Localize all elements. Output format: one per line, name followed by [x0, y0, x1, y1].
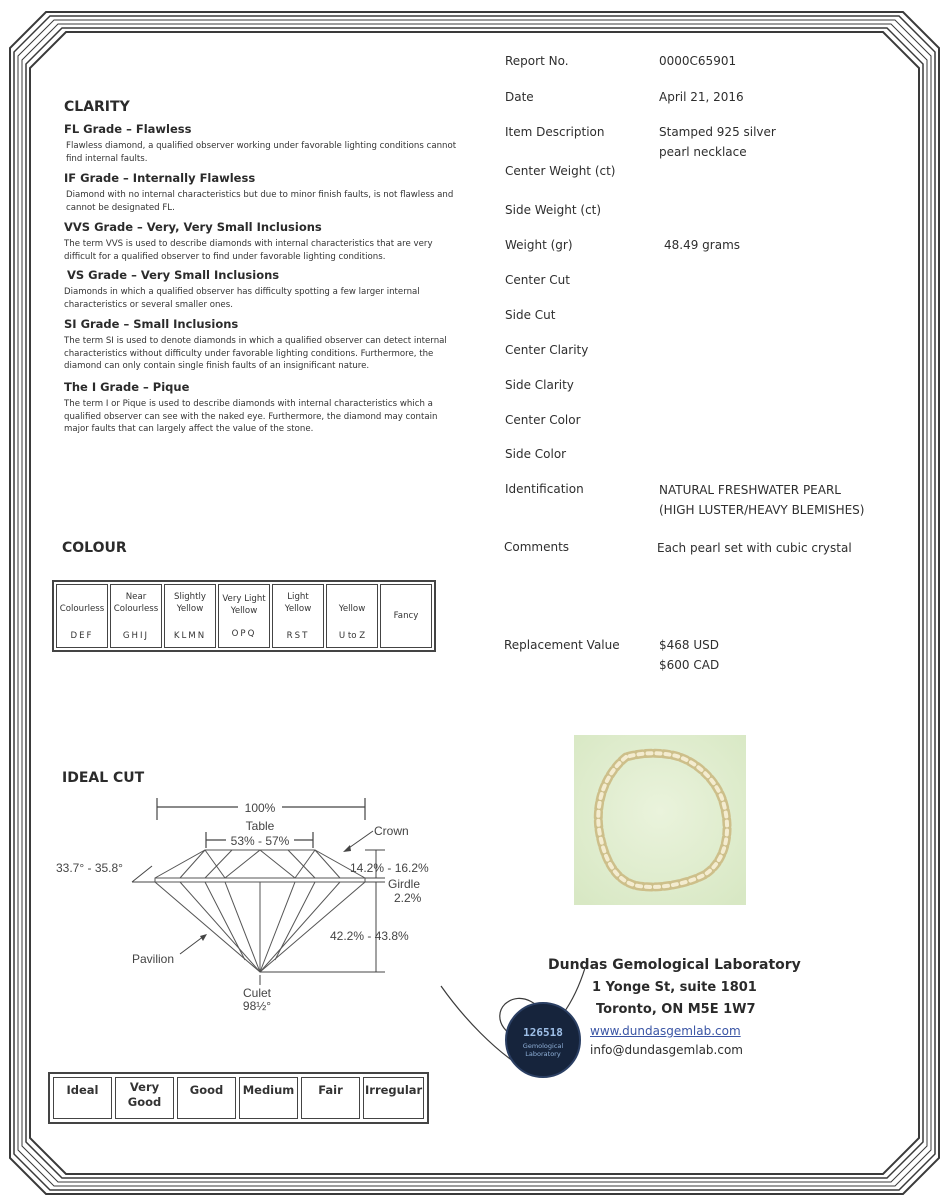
replacement-value-label: Replacement Value — [504, 638, 620, 652]
colour-cell-letters: RST — [286, 631, 310, 641]
grade-si-text: The term SI is used to denote diamonds in which a qualified observer can detect internal characteristics without difficulty under favorable lighting conditions. Furthermore, the diamond can only contain single finish faults of an insignificant nature. — [64, 336, 447, 371]
colour-title: COLOUR — [62, 540, 127, 556]
lab-name: Dundas Gemological Laboratory — [548, 957, 801, 973]
culet-value-label: 98½° — [242, 999, 272, 1013]
colour-cell-letters: OPQ — [231, 629, 257, 639]
colour-cell-name: Near Colourless — [113, 592, 159, 614]
item-description-value: Stamped 925 silver pearl necklace — [659, 125, 776, 159]
diamond-proportions-diagram — [40, 790, 460, 1020]
table-label: Table — [245, 819, 275, 833]
side-cut-label: Side Cut — [505, 308, 556, 322]
table-range-label: 53% - 57% — [230, 834, 290, 848]
grade-i-heading: The I Grade – Pique — [64, 380, 190, 394]
seal-number: 126518 — [523, 1026, 563, 1039]
grade-vs-heading: VS Grade – Very Small Inclusions — [67, 268, 280, 282]
center-cut-label: Center Cut — [505, 273, 570, 287]
clarity-title: CLARITY — [64, 99, 130, 115]
grade-vvs-text: The term VVS is used to describe diamonds with internal characteristics that are very difficult for a qualified observer to find under favorable lighting conditions. — [64, 239, 433, 262]
grade-fl-text: Flawless diamond, a qualified observer working under favorable lighting conditions cannot find internal faults. — [66, 141, 457, 164]
colour-cell-name: Very Light Yellow — [222, 594, 266, 616]
colour-cell-name: Yellow — [338, 604, 366, 614]
grade-vvs-heading: VVS Grade – Very, Very Small Inclusions — [64, 220, 322, 234]
lab-address-line1: 1 Yonge St, suite 1801 — [592, 980, 757, 995]
center-color-label: Center Color — [505, 413, 581, 427]
side-weight-label: Side Weight (ct) — [505, 203, 602, 217]
lab-website-link[interactable]: www.dundasgemlab.com — [590, 1024, 741, 1038]
colour-cell-name: Slightly Yellow — [174, 592, 206, 614]
grade-fl-heading: FL Grade – Flawless — [64, 122, 192, 136]
cut-grade-cell: Very Good — [115, 1077, 174, 1119]
colour-cell-name: Colourless — [59, 604, 105, 614]
weight-label: Weight (gr) — [505, 238, 573, 252]
colour-cell-name: Fancy — [393, 611, 419, 621]
identification-value: NATURAL FRESHWATER PEARL (HIGH LUSTER/HEAVY BLEMISHES) — [659, 483, 865, 517]
item-description-label: Item Description — [505, 125, 605, 139]
replacement-value-value: $468 USD $600 CAD — [659, 638, 720, 672]
center-weight-label: Center Weight (ct) — [505, 164, 616, 178]
ideal-cut-title: IDEAL CUT — [62, 770, 145, 786]
weight-value: 48.49 grams — [664, 238, 741, 252]
report-no-value: 0000C65901 — [659, 54, 737, 68]
side-color-label: Side Color — [505, 447, 567, 461]
colour-cell — [56, 584, 108, 648]
grade-if-heading: IF Grade – Internally Flawless — [64, 171, 256, 185]
cut-grade-cell: Fair — [301, 1077, 360, 1119]
grade-vs-text: Diamonds in which a qualified observer has difficulty spotting a few larger internal characteristics or several smaller ones. — [64, 287, 420, 310]
colour-cell — [218, 584, 270, 648]
colour-scale-table — [52, 580, 436, 652]
comments-value: Each pearl set with cubic crystal — [657, 541, 852, 555]
pavilion-label: Pavilion — [132, 952, 175, 966]
grade-if-text: Diamond with no internal characteristics but due to minor finish faults, is not flawless and cannot be designated FL. — [66, 190, 454, 213]
grade-i-text: The term I or Pique is used to describe diamonds with internal characteristics which a qualified observer can see with the naked eye. Furthermore, the diamond may contain major faults that can largely affect the value of the stone. — [64, 399, 438, 434]
colour-cell — [326, 584, 378, 648]
side-clarity-label: Side Clarity — [505, 378, 574, 392]
grade-si-heading: SI Grade – Small Inclusions — [64, 317, 239, 331]
identification-label: Identification — [505, 482, 584, 496]
girdle-label: Girdle — [388, 877, 421, 891]
total-width-label: 100% — [244, 801, 276, 815]
colour-cell-name: Light Yellow — [284, 592, 312, 614]
seal-text: Gemological Laboratory — [522, 1042, 564, 1058]
cut-grade-cell: Ideal — [53, 1077, 112, 1119]
crown-label: Crown — [374, 824, 409, 838]
lab-address-line2: Toronto, ON M5E 1W7 — [596, 1002, 756, 1017]
colour-cell — [272, 584, 324, 648]
report-no-label: Report No. — [505, 54, 569, 68]
culet-label: Culet — [242, 986, 272, 1000]
lab-email: info@dundasgemlab.com — [590, 1043, 743, 1057]
pavilion-depth-label: 42.2% - 43.8% — [330, 929, 409, 943]
colour-cell-letters: U to Z — [338, 631, 366, 641]
girdle-value-label: 2.2% — [394, 891, 422, 905]
colour-cell-letters: DEF — [70, 631, 94, 641]
cut-grade-cell: Medium — [239, 1077, 298, 1119]
cut-grade-cell: Irregular — [363, 1077, 424, 1119]
cut-grade-cell: Good — [177, 1077, 236, 1119]
colour-cell — [380, 584, 432, 648]
colour-cell-letters: KLMN — [173, 631, 207, 641]
center-clarity-label: Center Clarity — [505, 343, 589, 357]
laboratory-seal — [505, 1002, 581, 1078]
colour-cell — [110, 584, 162, 648]
cut-grade-table — [48, 1072, 429, 1124]
colour-cell-letters: GHIJ — [122, 631, 150, 641]
date-value: April 21, 2016 — [659, 90, 744, 104]
crown-height-label: 14.2% - 16.2% — [350, 861, 429, 875]
comments-label: Comments — [504, 540, 570, 554]
colour-cell — [164, 584, 216, 648]
date-label: Date — [505, 90, 534, 104]
crown-angle-label: 33.7° - 35.8° — [56, 861, 123, 875]
necklace-photo — [574, 735, 746, 905]
